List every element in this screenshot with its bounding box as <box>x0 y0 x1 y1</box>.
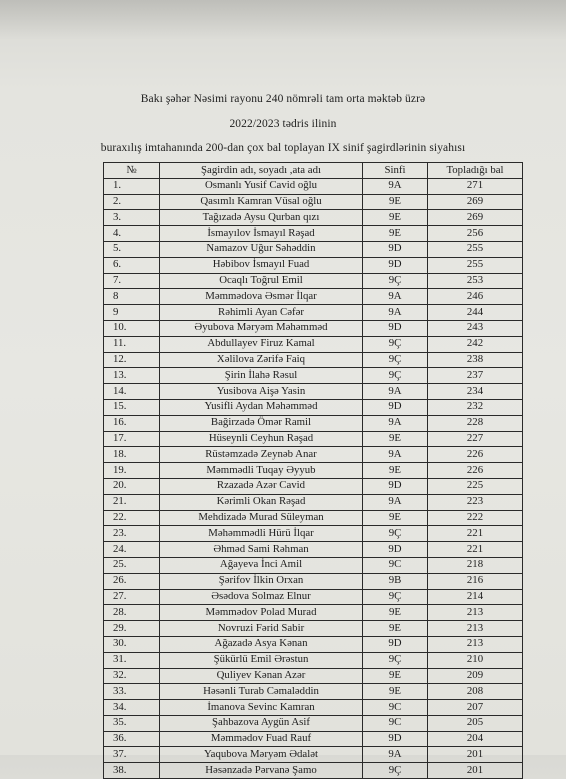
cell-score: 232 <box>428 399 523 415</box>
cell-number: 6. <box>104 257 160 273</box>
cell-score: 238 <box>428 352 523 368</box>
table-row <box>104 320 523 336</box>
cell-class: 9D <box>363 478 428 494</box>
cell-student-name: Məmmədov Polad Murad <box>160 605 363 621</box>
cell-class: 9A <box>363 747 428 763</box>
cell-number: 29. <box>104 621 160 637</box>
table-row <box>104 605 523 621</box>
table-row <box>104 178 523 194</box>
cell-score: 255 <box>428 241 523 257</box>
cell-class: 9D <box>363 731 428 747</box>
cell-score: 209 <box>428 668 523 684</box>
table-row <box>104 384 523 400</box>
cell-student-name: Yaqubova Məryəm Ədalət <box>160 747 363 763</box>
table-row <box>104 478 523 494</box>
cell-score: 237 <box>428 368 523 384</box>
cell-number: 20. <box>104 478 160 494</box>
paper-shadow <box>0 0 566 40</box>
cell-student-name: Quliyev Kənan Azər <box>160 668 363 684</box>
table-row <box>104 636 523 652</box>
cell-number: 3. <box>104 210 160 226</box>
cell-class: 9Ç <box>363 352 428 368</box>
cell-class: 9Ç <box>363 368 428 384</box>
cell-student-name: Şükürlü Emil Ərəstun <box>160 652 363 668</box>
cell-number: 12. <box>104 352 160 368</box>
cell-class: 9D <box>363 636 428 652</box>
cell-class: 9E <box>363 431 428 447</box>
cell-score: 213 <box>428 605 523 621</box>
cell-class: 9E <box>363 510 428 526</box>
cell-number: 25. <box>104 557 160 573</box>
list-subtitle: buraxılış imtahanında 200-dan çox bal toplayan IX sinif şagirdlərinin siyahısı <box>100 142 466 154</box>
cell-student-name: İmanova Sevinc Kamran <box>160 700 363 716</box>
cell-number: 28. <box>104 605 160 621</box>
cell-student-name: Məmmədli Tuqay Əyyub <box>160 463 363 479</box>
cell-student-name: Əyubova Məryəm Məhəmməd <box>160 320 363 336</box>
cell-class: 9D <box>363 399 428 415</box>
cell-score: 204 <box>428 731 523 747</box>
table-row <box>104 589 523 605</box>
table-row <box>104 210 523 226</box>
cell-class: 9D <box>363 241 428 257</box>
cell-student-name: Həsənzadə Pərvanə Şamo <box>160 763 363 779</box>
cell-score: 222 <box>428 510 523 526</box>
cell-number: 16. <box>104 415 160 431</box>
cell-score: 256 <box>428 226 523 242</box>
cell-student-name: Mehdizadə Murad Süleyman <box>160 510 363 526</box>
cell-score: 210 <box>428 652 523 668</box>
cell-class: 9C <box>363 700 428 716</box>
cell-score: 205 <box>428 715 523 731</box>
cell-class: 9E <box>363 621 428 637</box>
cell-student-name: Ağayeva İnci Amil <box>160 557 363 573</box>
cell-class: 9A <box>363 494 428 510</box>
table-row <box>104 399 523 415</box>
cell-number: 18. <box>104 447 160 463</box>
cell-number: 2. <box>104 194 160 210</box>
cell-class: 9Ç <box>363 273 428 289</box>
table-row <box>104 194 523 210</box>
cell-score: 214 <box>428 589 523 605</box>
table-row <box>104 241 523 257</box>
cell-class: 9A <box>363 384 428 400</box>
cell-student-name: Namazov Uğur Səhəddin <box>160 241 363 257</box>
table-row <box>104 715 523 731</box>
cell-score: 244 <box>428 305 523 321</box>
cell-class: 9D <box>363 257 428 273</box>
cell-student-name: Bağirzadə Ömər Ramil <box>160 415 363 431</box>
cell-number: 36. <box>104 731 160 747</box>
cell-score: 226 <box>428 447 523 463</box>
cell-student-name: Həsənli Turab Cəmaləddin <box>160 684 363 700</box>
cell-student-name: Novruzi Fərid Sabir <box>160 621 363 637</box>
cell-score: 218 <box>428 557 523 573</box>
cell-score: 221 <box>428 526 523 542</box>
cell-score: 227 <box>428 431 523 447</box>
school-title: Bakı şəhər Nəsimi rayonu 240 nömrəli tam orta məktəb üzrə <box>140 93 426 105</box>
cell-student-name: Rəhimli Ayan Cəfər <box>160 305 363 321</box>
table-row <box>104 494 523 510</box>
cell-student-name: Rüstəmzadə Zeynəb Anar <box>160 447 363 463</box>
table-row <box>104 668 523 684</box>
cell-class: 9A <box>363 447 428 463</box>
cell-number: 35. <box>104 715 160 731</box>
table-row <box>104 415 523 431</box>
cell-student-name: Kərimli Okan Rəşad <box>160 494 363 510</box>
table-row <box>104 652 523 668</box>
cell-class: 9A <box>363 289 428 305</box>
cell-number: 17. <box>104 431 160 447</box>
table-row <box>104 621 523 637</box>
cell-number: 9 <box>104 305 160 321</box>
cell-score: 207 <box>428 700 523 716</box>
cell-class: 9E <box>363 194 428 210</box>
cell-number: 13. <box>104 368 160 384</box>
cell-student-name: İsmayılov İsmayıl Rəşad <box>160 226 363 242</box>
cell-student-name: Xəlilova Zərifə Faiq <box>160 352 363 368</box>
col-header-name: Şagirdin adı, soyadı ,ata adı <box>160 163 363 179</box>
table-row <box>104 463 523 479</box>
cell-number: 8 <box>104 289 160 305</box>
cell-score: 228 <box>428 415 523 431</box>
cell-number: 21. <box>104 494 160 510</box>
table-row <box>104 510 523 526</box>
cell-class: 9E <box>363 668 428 684</box>
cell-student-name: Rzazadə Azər Cavid <box>160 478 363 494</box>
cell-class: 9C <box>363 557 428 573</box>
cell-number: 5. <box>104 241 160 257</box>
cell-score: 221 <box>428 542 523 558</box>
cell-number: 26. <box>104 573 160 589</box>
cell-class: 9A <box>363 305 428 321</box>
cell-student-name: Ağazadə Asya Kənan <box>160 636 363 652</box>
cell-class: 9B <box>363 573 428 589</box>
table-row <box>104 352 523 368</box>
cell-number: 31. <box>104 652 160 668</box>
cell-student-name: Məmmədov Fuad Rauf <box>160 731 363 747</box>
cell-class: 9E <box>363 226 428 242</box>
cell-number: 22. <box>104 510 160 526</box>
cell-score: 201 <box>428 747 523 763</box>
cell-score: 269 <box>428 210 523 226</box>
col-header-number: № <box>104 163 160 179</box>
table-body <box>104 178 523 778</box>
cell-number: 15. <box>104 399 160 415</box>
cell-student-name: Yusibova Aişə Yasin <box>160 384 363 400</box>
cell-class: 9Ç <box>363 526 428 542</box>
cell-score: 226 <box>428 463 523 479</box>
cell-student-name: Şahbazova Aygün Asif <box>160 715 363 731</box>
cell-score: 255 <box>428 257 523 273</box>
cell-student-name: Məmmədova Əsmər İlqar <box>160 289 363 305</box>
cell-score: 201 <box>428 763 523 779</box>
cell-class: 9A <box>363 178 428 194</box>
cell-student-name: Tağızadə Aysu Qurban qızı <box>160 210 363 226</box>
cell-class: 9Ç <box>363 589 428 605</box>
table-row <box>104 226 523 242</box>
cell-student-name: Əsədova Solmaz Elnur <box>160 589 363 605</box>
table-row <box>104 257 523 273</box>
table-row <box>104 368 523 384</box>
cell-student-name: Şirin İlahə Rəsul <box>160 368 363 384</box>
cell-student-name: Məhəmmədli Hürü İlqar <box>160 526 363 542</box>
cell-number: 14. <box>104 384 160 400</box>
cell-number: 37. <box>104 747 160 763</box>
cell-score: 223 <box>428 494 523 510</box>
cell-class: 9E <box>363 463 428 479</box>
cell-class: 9D <box>363 542 428 558</box>
cell-number: 32. <box>104 668 160 684</box>
cell-student-name: Əhməd Sami Rəhman <box>160 542 363 558</box>
cell-number: 23. <box>104 526 160 542</box>
cell-class: 9Ç <box>363 763 428 779</box>
table-row <box>104 700 523 716</box>
cell-student-name: Şərifov İlkin Orxan <box>160 573 363 589</box>
cell-number: 7. <box>104 273 160 289</box>
cell-student-name: Yusifli Aydan Məhəmməd <box>160 399 363 415</box>
cell-score: 225 <box>428 478 523 494</box>
cell-score: 243 <box>428 320 523 336</box>
cell-number: 10. <box>104 320 160 336</box>
table-row <box>104 684 523 700</box>
cell-class: 9D <box>363 320 428 336</box>
cell-number: 30. <box>104 636 160 652</box>
academic-year: 2022/2023 tədris ilinin <box>229 118 337 130</box>
cell-number: 24. <box>104 542 160 558</box>
cell-score: 246 <box>428 289 523 305</box>
cell-number: 11. <box>104 336 160 352</box>
cell-number: 34. <box>104 700 160 716</box>
table-header-row <box>104 163 523 179</box>
cell-number: 4. <box>104 226 160 242</box>
table-row <box>104 447 523 463</box>
table-row <box>104 542 523 558</box>
cell-student-name: Osmanlı Yusif Cavid oğlu <box>160 178 363 194</box>
cell-class: 9E <box>363 605 428 621</box>
cell-number: 19. <box>104 463 160 479</box>
cell-score: 208 <box>428 684 523 700</box>
table-row <box>104 336 523 352</box>
cell-score: 216 <box>428 573 523 589</box>
cell-class: 9Ç <box>363 336 428 352</box>
cell-score: 234 <box>428 384 523 400</box>
cell-student-name: Ocaqlı Toğrul Emil <box>160 273 363 289</box>
student-score-table <box>103 162 523 779</box>
table-row <box>104 431 523 447</box>
cell-class: 9C <box>363 715 428 731</box>
cell-score: 213 <box>428 636 523 652</box>
table-row <box>104 273 523 289</box>
col-header-class: Sinfi <box>363 163 428 179</box>
table-row <box>104 289 523 305</box>
cell-student-name: Hüseynli Ceyhun Rəşad <box>160 431 363 447</box>
cell-student-name: Qasımlı Kamran Vüsal oğlu <box>160 194 363 210</box>
cell-score: 271 <box>428 178 523 194</box>
cell-score: 269 <box>428 194 523 210</box>
col-header-score: Topladığı bal <box>428 163 523 179</box>
cell-class: 9E <box>363 210 428 226</box>
cell-score: 213 <box>428 621 523 637</box>
table-row <box>104 557 523 573</box>
cell-student-name: Həbibov İsmayıl Fuad <box>160 257 363 273</box>
cell-score: 253 <box>428 273 523 289</box>
cell-class: 9A <box>363 415 428 431</box>
cell-number: 1. <box>104 178 160 194</box>
table-row <box>104 731 523 747</box>
table-row <box>104 305 523 321</box>
table-row <box>104 573 523 589</box>
cell-class: 9Ç <box>363 652 428 668</box>
cell-student-name: Abdullayev Firuz Kamal <box>160 336 363 352</box>
table-row <box>104 526 523 542</box>
cell-number: 38. <box>104 763 160 779</box>
table-row <box>104 763 523 779</box>
cell-number: 33. <box>104 684 160 700</box>
cell-score: 242 <box>428 336 523 352</box>
cell-class: 9E <box>363 684 428 700</box>
cell-number: 27. <box>104 589 160 605</box>
